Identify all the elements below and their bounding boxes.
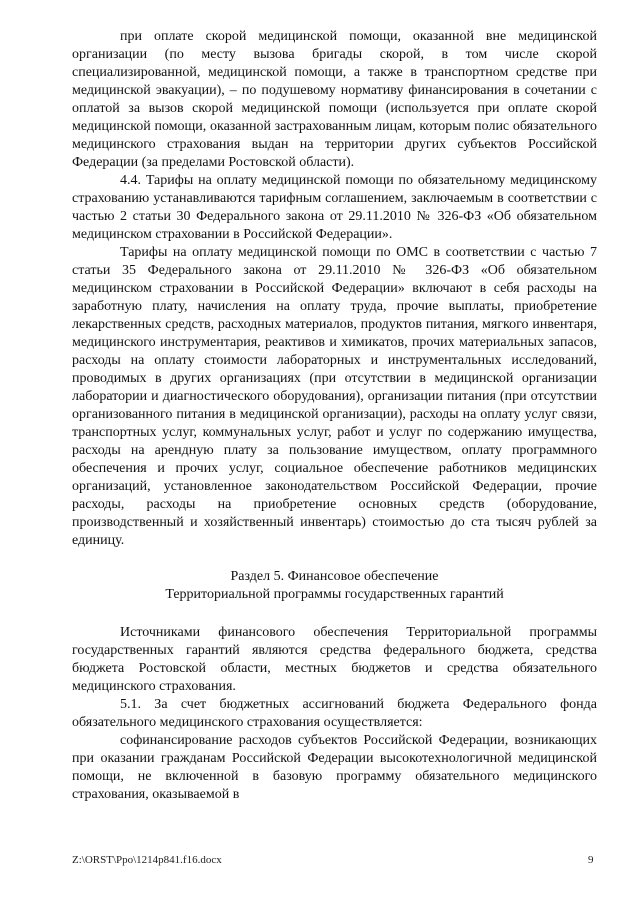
- paragraph-funding-sources: Источниками финансового обеспечения Территориальной программы государственных гарантий являются средства федерального бюджета, средства бюджета Ростовской области, местных бюджетов и средства обязательного медицинского страхования.: [72, 625, 597, 694]
- spacer: [72, 604, 597, 624]
- document-body: [72, 28, 597, 804]
- paragraph-4-4-tariffs: 4.4. Тарифы на оплату медицинской помощи по обязательному медицинскому страхованию устанавливаются тарифным соглашением, заключаемым в соответствии с частью 2 статьи 30 Федерального закона от 29.11.2010 № 326-ФЗ «Об обязательном медицинском страховании в Российской Федерации».: [72, 173, 597, 242]
- paragraph-cofinancing: софинансирование расходов субъектов Российской Федерации, возникающих при оказании гражданам Российской Федерации высокотехнологичной медицинской помощи, не включенной в базовую программу обязательного медицинского страхования, оказываемой в: [72, 733, 597, 802]
- footer-file-path: Z:\ORST\Ppo\1214p841.f16.docx: [72, 854, 222, 866]
- spacer: [72, 550, 597, 568]
- page-number: 9: [588, 854, 594, 866]
- paragraph-ambulance-payment: при оплате скорой медицинской помощи, оказанной вне медицинской организации (по месту вызова бригады скорой, в том числе скорой специализированной, медицинской помощи, а также в транспортном средстве при медицинской эвакуации), – по подушевому нормативу финансирования в сочетании с оплатой за вызов скорой медицинской помощи (используется при оплате скорой медицинской помощи, оказанной застрахованным лицам, которым полис обязательного медицинского страхования выдан на территории других субъектов Российской Федерации (за пределами Ростовской области).: [72, 29, 597, 170]
- section-heading-line-2: Территориальной программы государственных гарантий: [165, 587, 504, 602]
- section-heading-line-1: Раздел 5. Финансовое обеспечение: [230, 569, 439, 584]
- paragraph-tariff-expenses: Тарифы на оплату медицинской помощи по ОМС в соответствии с частью 7 статьи 35 Федерального закона от 29.11.2010 № 326-ФЗ «Об обязательном медицинском страховании в Российской Федерации» включают в себя расходы на заработную плату, начисления на оплату труда, прочие выплаты, приобретение лекарственных средств, расходных материалов, продуктов питания, мягкого инвентаря, медицинского инструментария, реактивов и химикатов, прочих материальных запасов, расходы на оплату стоимости лабораторных и инструментальных исследований, проводимых в других организациях (при отсутствии в медицинской организации лаборатории и диагностического оборудования), организации питания (при отсутствии организованного питания в медицинской организации), расходы на оплату услуг связи, транспортных услуг, коммунальных услуг, работ и услуг по содержанию имущества, расходы на арендную плату за пользование имуществом, оплату программного обеспечения и прочих услуг, социальное обеспечение работников медицинских организаций, установленное законодательством Российской Федерации, прочие расходы, расходы на приобретение основных средств (оборудование, производственный и хозяйственный инвентарь) стоимостью до ста тысяч рублей за единицу.: [72, 245, 597, 548]
- paragraph-5-1-ffoms: 5.1. За счет бюджетных ассигнований бюджета Федерального фонда обязательного медицинского страхования осуществляется:: [72, 697, 597, 730]
